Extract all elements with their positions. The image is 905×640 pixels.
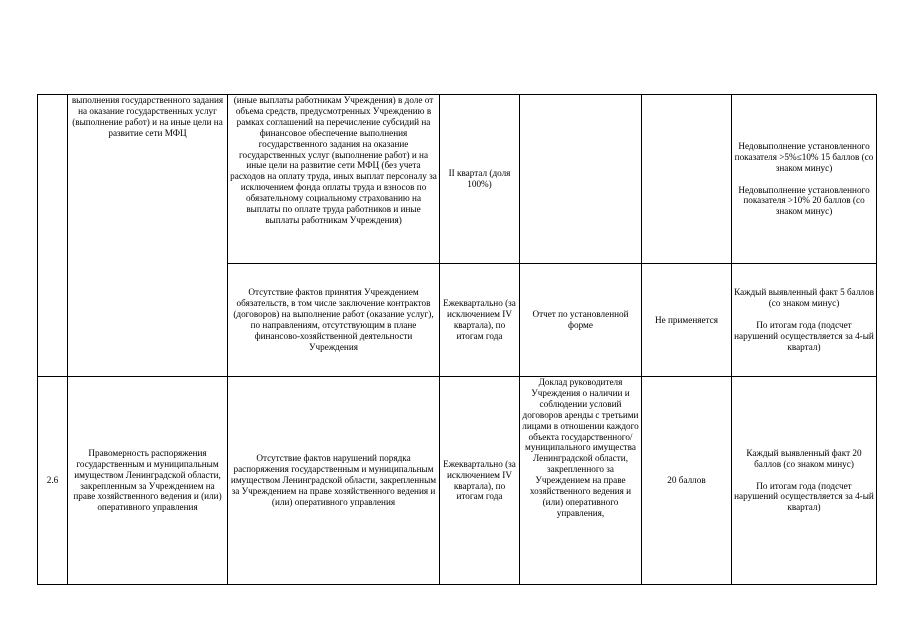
penalty-cell (732, 377, 877, 585)
row-number-cell (38, 95, 68, 377)
penalty-cell (732, 264, 877, 377)
points-cell: Не применяется (642, 264, 732, 377)
report-cell (520, 95, 642, 264)
criteria-table (37, 94, 877, 585)
table-row (38, 377, 877, 585)
penalty-text: Каждый выявленный факт 5 баллов (со знаком минус) (734, 287, 874, 309)
criterion-cell: Отсутствие фактов принятия Учреждением обязательств, в том числе заключение контрактов (договоров) на выполнение работ (оказание услуг), по направлениям, отсутствующим в плане финансово-хозяйственной деятельности Учреждения (228, 264, 440, 377)
period-cell: Ежеквартально (за исключением IV квартала), по итогам года (440, 377, 520, 585)
table-row (38, 95, 877, 264)
penalty-text: Недовыполнение установленного показателя >10% 20 баллов (со знаком минус) (738, 184, 870, 217)
row-number-cell: 2.6 (38, 377, 68, 585)
report-cell: Отчет по установленной форме (520, 264, 642, 377)
penalty-text: Недовыполнение установленного показателя >5%≤10% 15 баллов (со знаком минус) (734, 140, 874, 173)
penalty-text: По итогам года (подсчет нарушений осуществляется за 4-ый квартал) (734, 480, 874, 513)
period-cell: Ежеквартально (за исключением IV квартала), по итогам года (440, 264, 520, 377)
criterion-cell: Отсутствие фактов нарушений порядка распоряжения государственным и муниципальным имуществом Ленинградской области, закрепленным за Учреждением на праве хозяйственного ведения и (или) оперативного управления (228, 377, 440, 585)
period-cell: II квартал (доля 100%) (440, 95, 520, 264)
penalty-cell (732, 95, 877, 264)
points-cell (642, 95, 732, 264)
penalty-text: Каждый выявленный факт 20 баллов (со знаком минус) (746, 447, 862, 469)
penalty-text: По итогам года (подсчет нарушений осуществляется за 4-ый квартал) (734, 320, 874, 352)
report-cell: Доклад руководителя Учреждения о наличии и соблюдении условий договоров аренды с третьими лицами в отношении каждого объекта государственного/ муниципального имущества Ленинградской области, закрепленного за Учреждением на праве хозяйственного ведения и (или) оперативного управления, (520, 377, 642, 585)
indicator-cell: Правомерность распоряжения государственным и муниципальным имуществом Ленинградской области, закрепленным за Учреждением на праве хозяйственного ведения и (или) оперативного управления (68, 377, 228, 585)
criterion-cell: (иные выплаты работникам Учреждения) в доле от объема средств, предусмотренных Учреждению в рамках соглашений на перечисление субсидий на финансовое обеспечение выполнения государственного задания на оказание государственных услуг (выполнение работ) и на иные цели на развитие сети МФЦ (без учета расходов на оплату труда, иных выплат персоналу за исключением фонда оплаты труда и взносов по обязательному социальному страхованию на выплаты по оплате труда работников и иные выплаты работникам Учреждения) (228, 95, 440, 264)
points-cell: 20 баллов (642, 377, 732, 585)
indicator-cell: выполнения государственного задания на оказание государственных услуг (выполнение работ) и на иные цели на развитие сети МФЦ (68, 95, 228, 377)
